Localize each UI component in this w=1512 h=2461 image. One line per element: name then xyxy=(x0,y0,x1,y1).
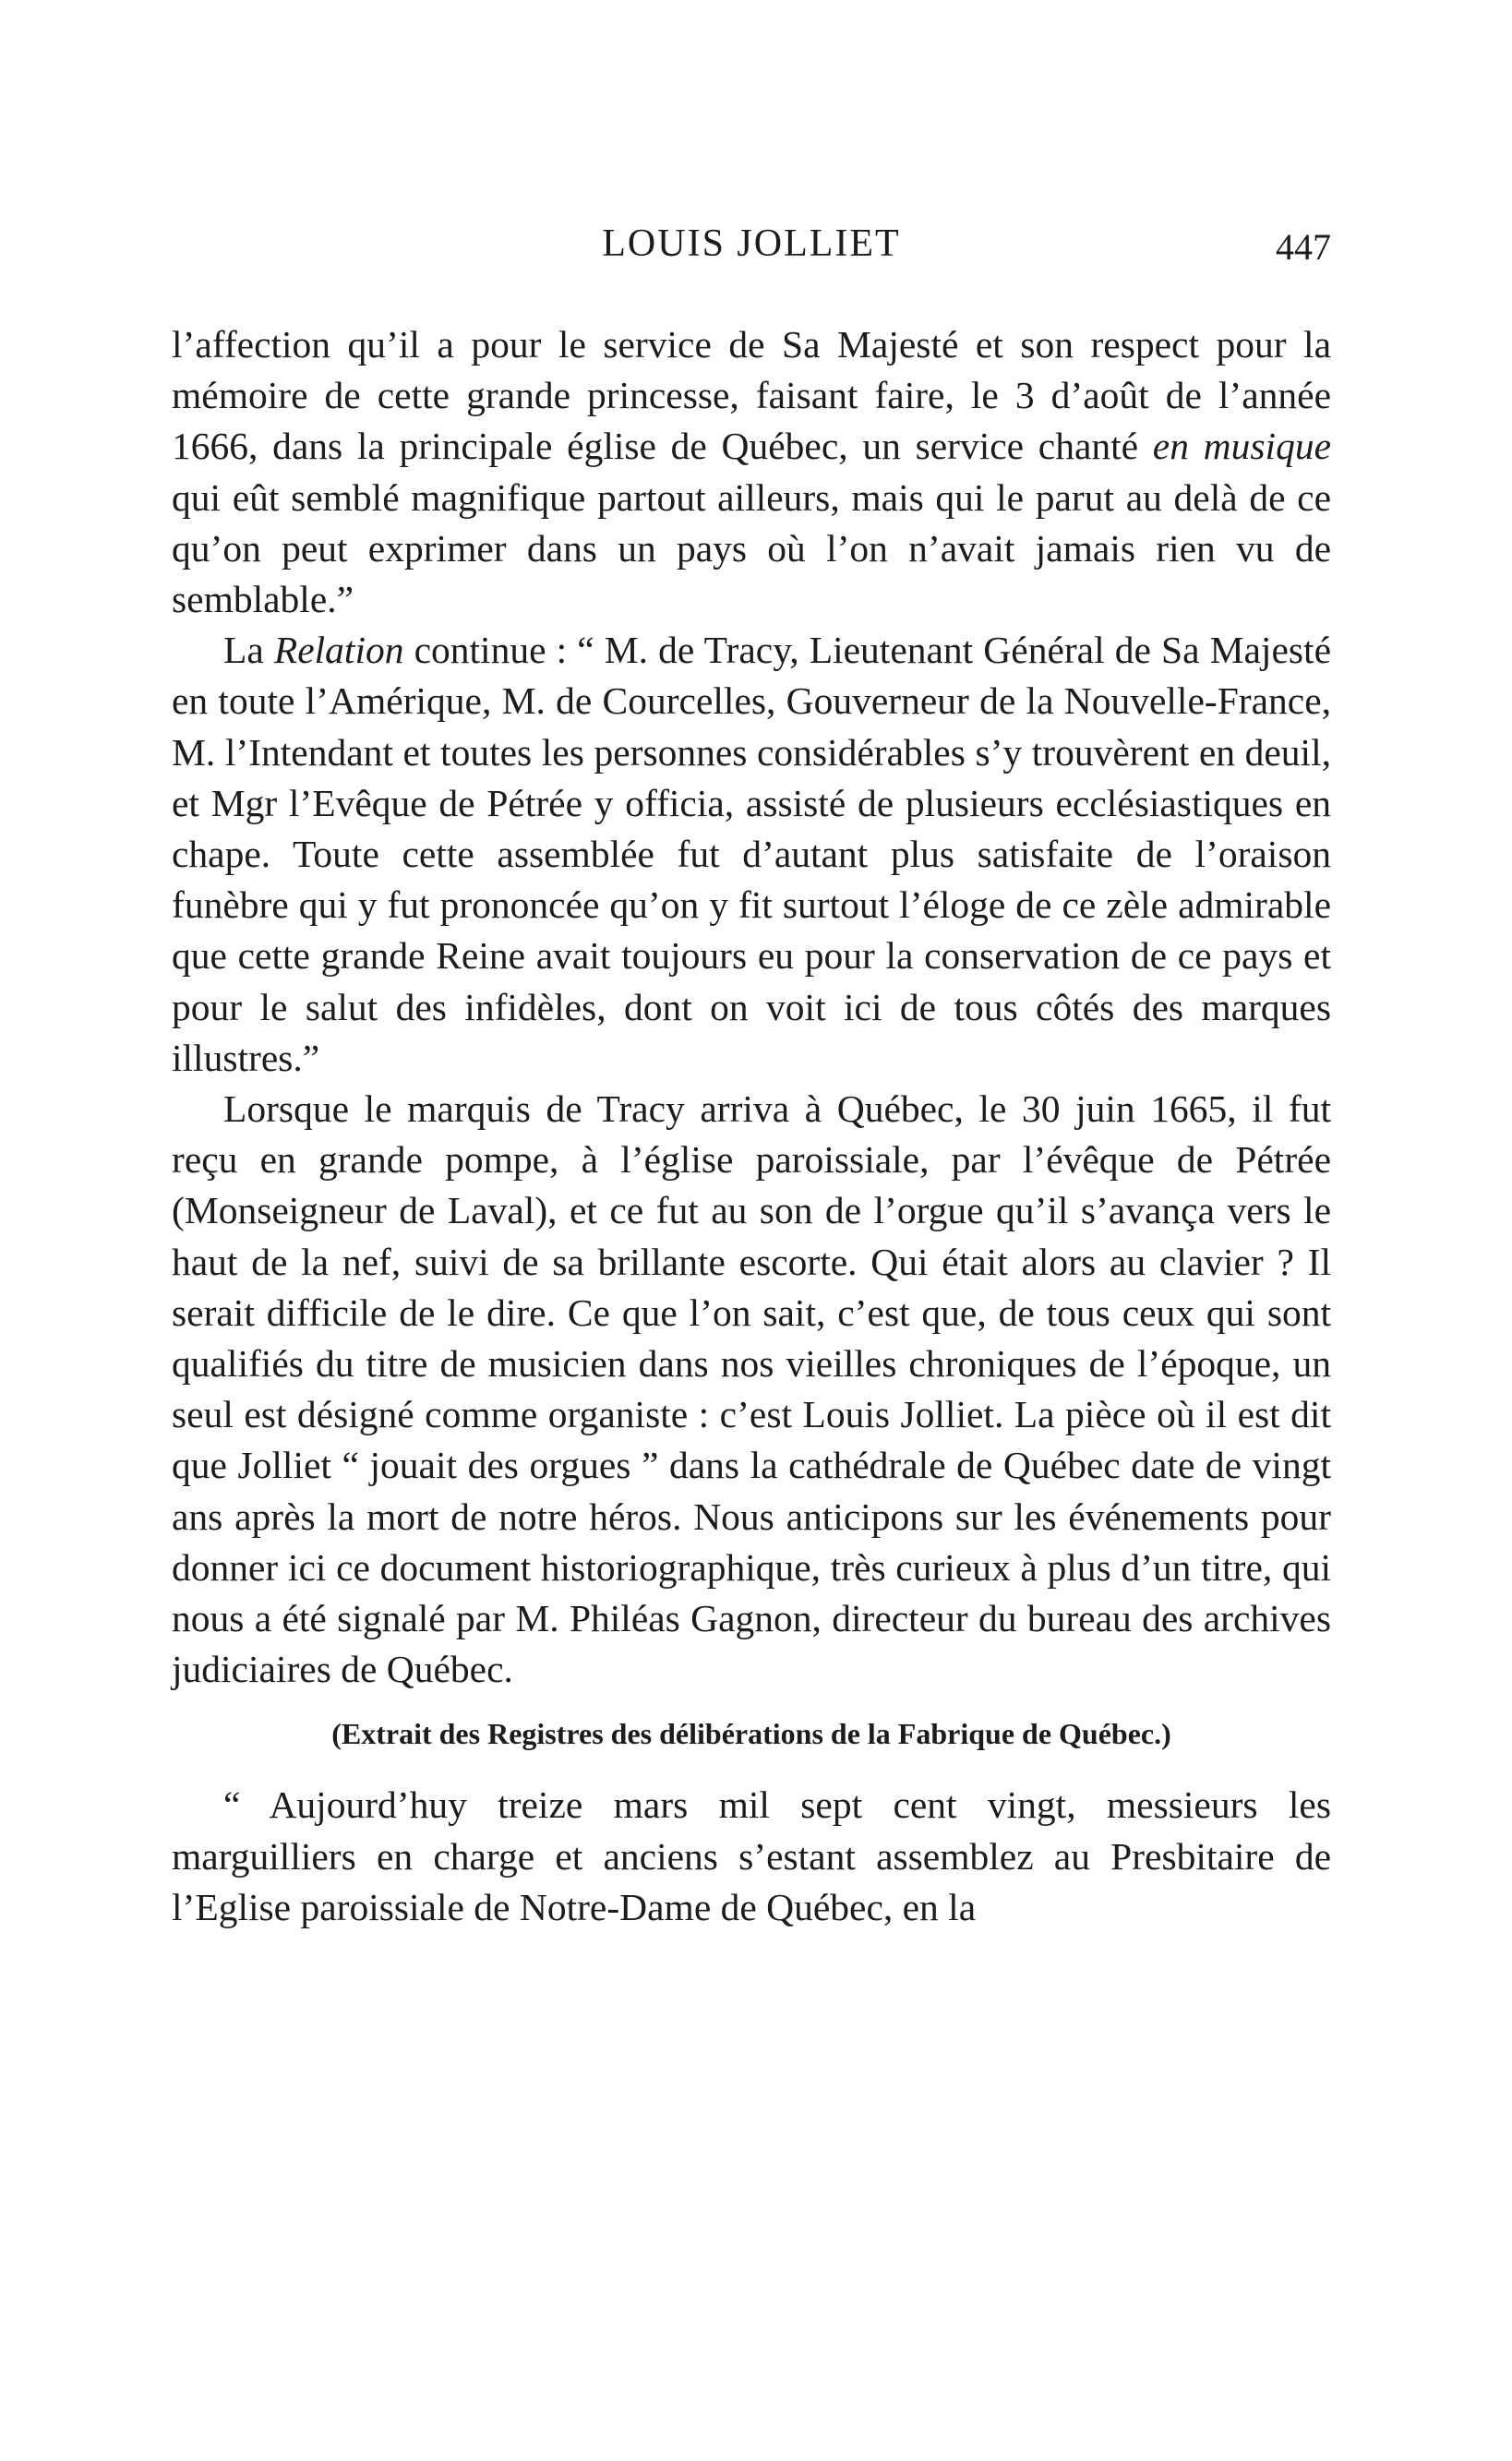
emphasis-relation: Relation xyxy=(273,629,404,672)
body-text xyxy=(172,319,1331,1933)
page-number: 447 xyxy=(1276,226,1331,268)
running-title: LOUIS JOLLIET xyxy=(602,222,901,265)
extract-caption: (Extrait des Registres des délibérations de la Fabrique de Québec.) xyxy=(331,1717,1171,1751)
paragraph-1 xyxy=(172,319,1331,625)
emphasis-en-musique: en musique xyxy=(1152,425,1331,468)
paragraph-4: “ Aujourd’huy treize mars mil sept cent vingt, messieurs les marguilliers en charge et anciens s’estant assemblez au Presbitaire de l’Eglise paroissiale de Notre-Dame de Québec, en la xyxy=(172,1783,1331,1928)
paragraph-2 xyxy=(172,625,1331,1084)
paragraph-3: Lorsque le marquis de Tracy arriva à Québec, le 30 juin 1665, il fut reçu en grande pompe, à l’église paroissiale, par l’évêque de Pétrée (Monseigneur de Laval), et ce fut au son de l’orgue qu’il s’avança vers le haut de la nef, suivi de sa brillante escorte. Qui était alors au clavier ? Il serait difficile de le dire. Ce que l’on sait, c’est que, de tous ceux qui sont qualifiés du titre de musicien dans nos vieilles chroniques de l’époque, un seul est désigné comme organiste : c’est Louis Jolliet. La pièce où il est dit que Jolliet “ jouait des orgues ” dans la cathédrale de Québec date de vingt ans après la mort de notre héros. Nous anticipons sur les événements pour donner ici ce document historiographique, très curieux à plus d’un titre, qui nous a été signalé par M. Philéas Gagnon, directeur du bureau des archives judiciaires de Québec. xyxy=(172,1087,1331,1691)
paragraph-2-part-b: continue : “ M. de Tracy, Lieutenant Général de Sa Majesté en toute l’Amérique, M. de Courcelles, Gouverneur de la Nouvelle-France, M. l’Intendant et toutes les personnes considérables s’y trouvèrent en deuil, et Mgr l’Evêque de Pétrée y officia, assisté de plusieurs ecclésiastiques en chape. Toute cette assemblée fut d’autant plus satisfaite de l’oraison funèbre qui y fut prononcée qu’on y fit surtout l’éloge de ce zèle admirable que cette grande Reine avait toujours eu pour la conservation de ce pays et pour le salut des infidèles, dont on voit ici de tous côtés des marques illustres.” xyxy=(172,629,1331,1079)
running-head xyxy=(172,222,1331,277)
paragraph-2-part-a: La xyxy=(223,629,274,672)
paragraph-1-part-b: qui eût semblé magnifique partout ailleurs, mais qui le parut au delà de ce qu’on peut exprimer dans un pays où l’on n’avait jamais rien vu de semblable.” xyxy=(172,475,1331,621)
paragraph-1-part-a: l’affection qu’il a pour le service de Sa Majesté et son respect pour la mémoire de cette grande princesse, faisant faire, le 3 d’août de l’année 1666, dans la principale église de Québec, un service chanté xyxy=(172,323,1331,468)
